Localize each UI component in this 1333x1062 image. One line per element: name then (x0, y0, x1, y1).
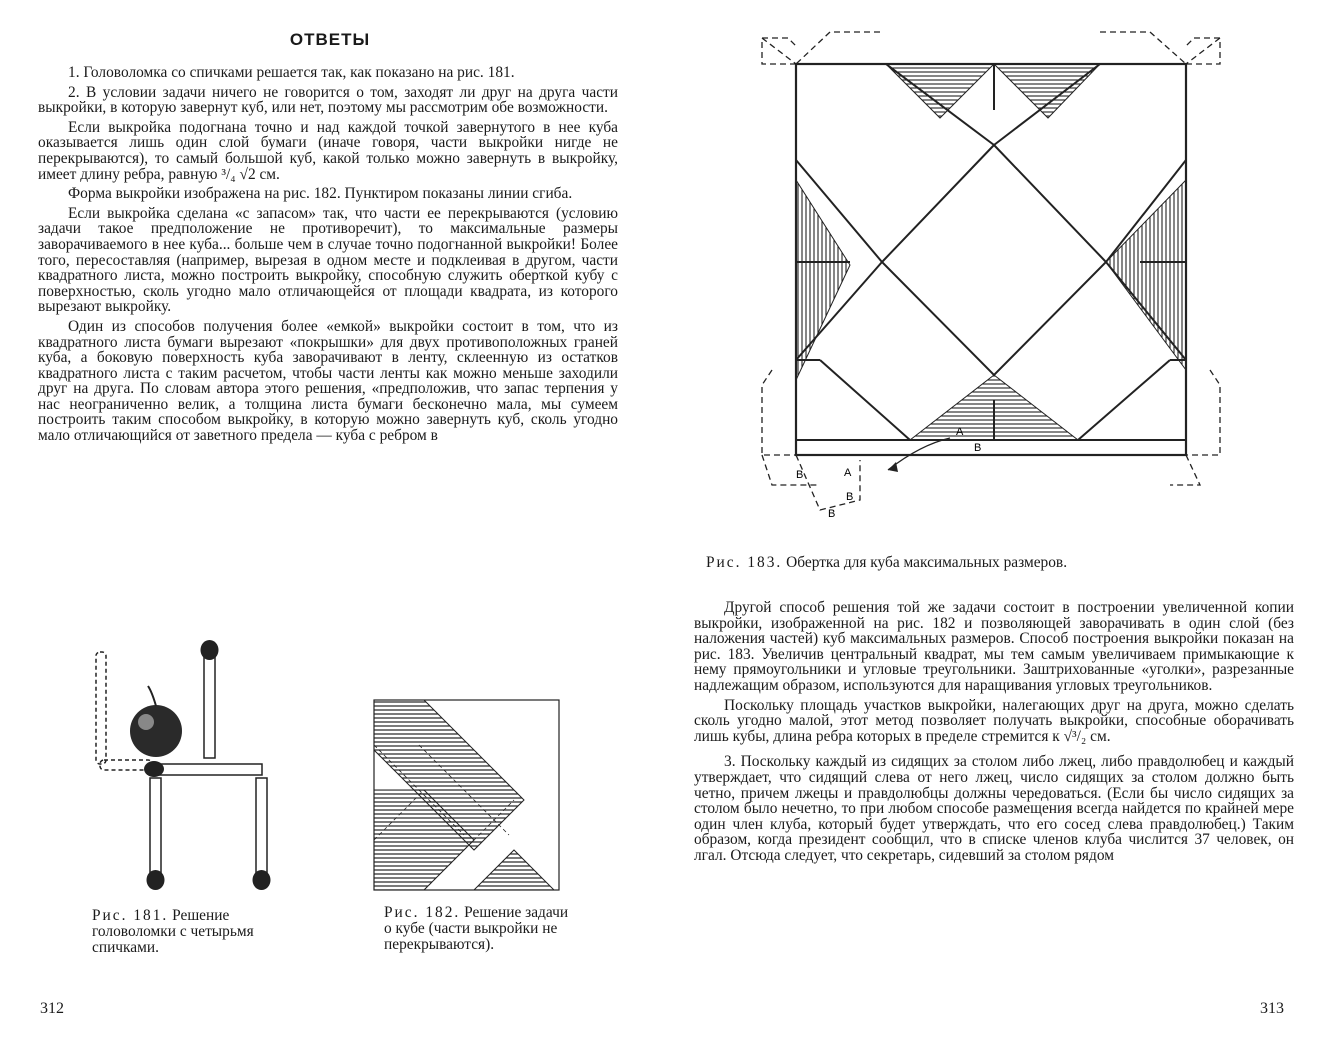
paragraph: Поскольку площадь участков выкройки, налегающих друг на друга, можно сделать сколь угодно малой, этот метод позволяет получать выкройки, способные оборачивать лишь кубы, длина ребра которых в пределе стремится к √³/₂ см. (694, 696, 1294, 745)
left-body-text (38, 65, 618, 448)
label-a: A (956, 426, 964, 438)
figure-183-caption (706, 555, 1266, 571)
label-b: B (846, 491, 854, 503)
caption-label: Рис. 182. (384, 904, 461, 921)
left-page (0, 0, 666, 1062)
page-number: 312 (40, 1000, 64, 1017)
paragraph: Форма выкройки изображена на рис. 182. Пунктиром показаны линии сгиба. (68, 185, 573, 203)
caption-label: Рис. 181. (92, 907, 169, 924)
paragraph: Если выкройка сделана «с запасом» так, что части ее перекрываются (условию задачи такое предположение не противоречит), то максимальные размеры заворачиваемого в нее куба... больше чем в случае точно подогнанной выкройки! Более того, пересоставляя (например, вырезая в одном месте и подклеивая в другом, части квадратного листа, можно построить выкройку, способную служить оберткой кубу с поверхностью, сколь угодно мало отличающейся от площади квадрата, из которого вырезают выкройку. (38, 204, 618, 316)
paragraph: Другой способ решения той же задачи состоит в построении увеличенной копии выкройки, изображенной на рис. 182 и позволяющей заворачивать в один слой (без наложения частей) куб максимальных размеров. Способ построения выкройки показан на рис. 183. Увеличив центральный квадрат, мы тем самым увеличиваем примыкающие к нему прямоугольники и угловые треугольники. Заштрихованные «уголки», разрезанные надлежащим образом, используются для наращивания угловых треугольников. (694, 599, 1294, 694)
label-b: B (796, 469, 804, 481)
paragraph: 2. В условии задачи ничего не говорится о том, заходят ли друг на друга части выкройки, в которую завернут куб, или нет, поэтому мы рассмотрим обе возможности. (38, 83, 618, 117)
figure-182-caption (384, 905, 574, 953)
figure-182-pattern (374, 700, 564, 890)
caption-text: Обертка для куба максимальных размеров. (786, 554, 1068, 571)
paragraph: Один из способов получения более «емкой» выкройки состоит в том, что из квадратного листа бумаги вырезают «покрышки» для двух противоположных граней куба, а боковую поверхность куба заворачивают в ленту, склеенную из остатков квадратного листа с таким расчетом, чтобы части ленты как можно меньше заходили друг на друга. По словам автора этого решения, «предположив, что запас терпения у нас неограниченно велик, а толщина листа бумаги бесконечно мала, мы сумеем построить таким способом выкройку, в которую можно завернуть куб, сколь угодно мало отличающийся от заветного предела — куба с ребром в (38, 317, 618, 445)
right-body-text (694, 600, 1294, 868)
caption-text: Решение головоломки с четырьмя спичками. (92, 907, 254, 956)
paragraph: 3. Поскольку каждый из сидящих за столом либо лжец, либо правдолюбец и каждый утверждает, что сидящий слева от него лжец, число сидящих за столом должно быть четно, причем лжецы и правдолюбцы должны чередоваться. (Если бы число сидящих за столом было нечетно, то при любом способе размещения всегда найдется по крайней мере один член клуба, который будет утверждать, что его сосед слева правдолюбец.) Таким образом, когда президент сообщил, что в списке членов клуба числится 37 человек, он лгал. Отсюда следует, что секретарь, сидевший за столом рядом (694, 753, 1294, 864)
label-a: A (844, 467, 852, 479)
label-b: B (974, 442, 982, 454)
page-number: 313 (1260, 1000, 1284, 1017)
caption-text: Решение задачи о кубе (части выкройки не перекрываются). (384, 904, 569, 953)
paragraph: 1. Головоломка со спичками решается так, как показано на рис. 181. (68, 64, 515, 81)
figure-181-caption (92, 908, 292, 956)
page-title: ОТВЕТЫ (289, 30, 371, 49)
paragraph: Если выкройка подогнана точно и над каждой точкой завернутого в нее куба оказывается лишь один слой бумаги (иначе говоря, части выкройки нигде не перекрываются), то самый большой куб, какой только можно завернуть в выкройку, имеет длину ребра, равную ³/₄ √2 см. (38, 118, 618, 183)
caption-label: Рис. 183. (706, 554, 783, 571)
right-page (666, 0, 1333, 1062)
figure-183-wrapper-pattern (760, 30, 1230, 550)
figure-181-matches (88, 640, 288, 900)
label-b: B (828, 508, 836, 520)
